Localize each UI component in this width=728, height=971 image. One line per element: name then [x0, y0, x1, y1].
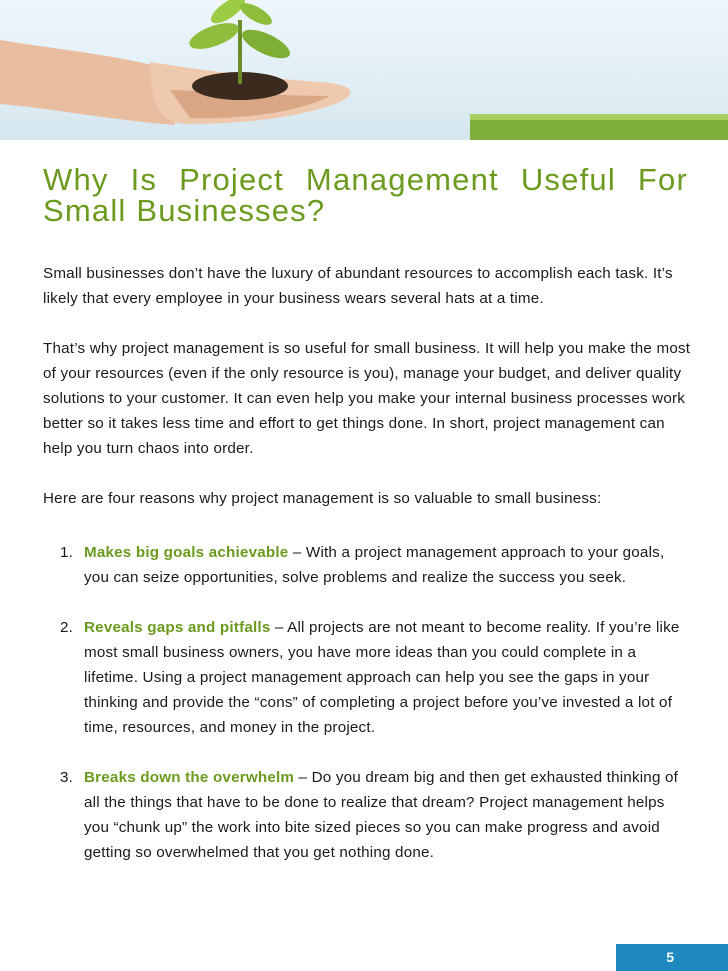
title-word: Management — [305, 162, 499, 197]
reasons-list — [60, 540, 690, 890]
title-line-1 — [43, 164, 688, 195]
hands-holding-seedling-image — [0, 0, 728, 140]
reason-heading: Makes big goals achievable — [84, 544, 289, 561]
list-item — [60, 540, 690, 590]
list-item — [60, 615, 690, 740]
header-banner-photo — [0, 0, 728, 140]
reason-text: – With a project management approach to your goals, you can seize opportunities, solve problems and realize the success you seek. — [84, 544, 665, 586]
title-word: Project — [179, 162, 284, 197]
paragraph-reasons-lead: Here are four reasons why project management is so valuable to small business: — [43, 490, 602, 507]
list-number: 2. — [60, 619, 74, 636]
list-number: 1. — [60, 544, 74, 561]
page-title — [43, 164, 688, 226]
reason-heading: Reveals gaps and pitfalls — [84, 619, 271, 636]
title-word: Is — [130, 162, 158, 197]
title-word: Useful — [520, 162, 616, 197]
reason-text: – All projects are not meant to become reality. If you’re like most small business owners, you have more ideas than you could complete in a lifetime. Using a project management approach can help you see the gaps in your thinking and provide the “cons” of completing a project before you’ve invested a lot of time, resources, and money in the project. — [84, 619, 680, 736]
page-number-badge: 5 — [616, 944, 728, 971]
paragraph-intro: Small businesses don’t have the luxury of abundant resources to accomplish each task. It’s likely that every employee in your business wears several hats at a time. — [43, 265, 673, 307]
body-text — [43, 261, 693, 536]
title-line-2: Small Businesses? — [43, 193, 326, 228]
title-word: Why — [43, 162, 109, 197]
reason-text: – Do you dream big and then get exhausted thinking of all the things that have to be done to realize that dream? Project management helps you “chunk up” the work into bite sized pieces so you can make progress and avoid getting so overwhelmed that you get nothing done. — [84, 769, 679, 861]
reason-heading: Breaks down the overwhelm — [84, 769, 295, 786]
title-word: For — [637, 162, 688, 197]
list-item — [60, 765, 690, 865]
list-number: 3. — [60, 769, 74, 786]
paragraph-why: That’s why project management is so useful for small business. It will help you make the most of your resources (even if the only resource is you), manage your budget, and deliver quality solutions to your customer. It can even help you make your internal business processes work better so it takes less time and effort to get things done. In short, project management can help you turn chaos into order. — [43, 340, 691, 457]
